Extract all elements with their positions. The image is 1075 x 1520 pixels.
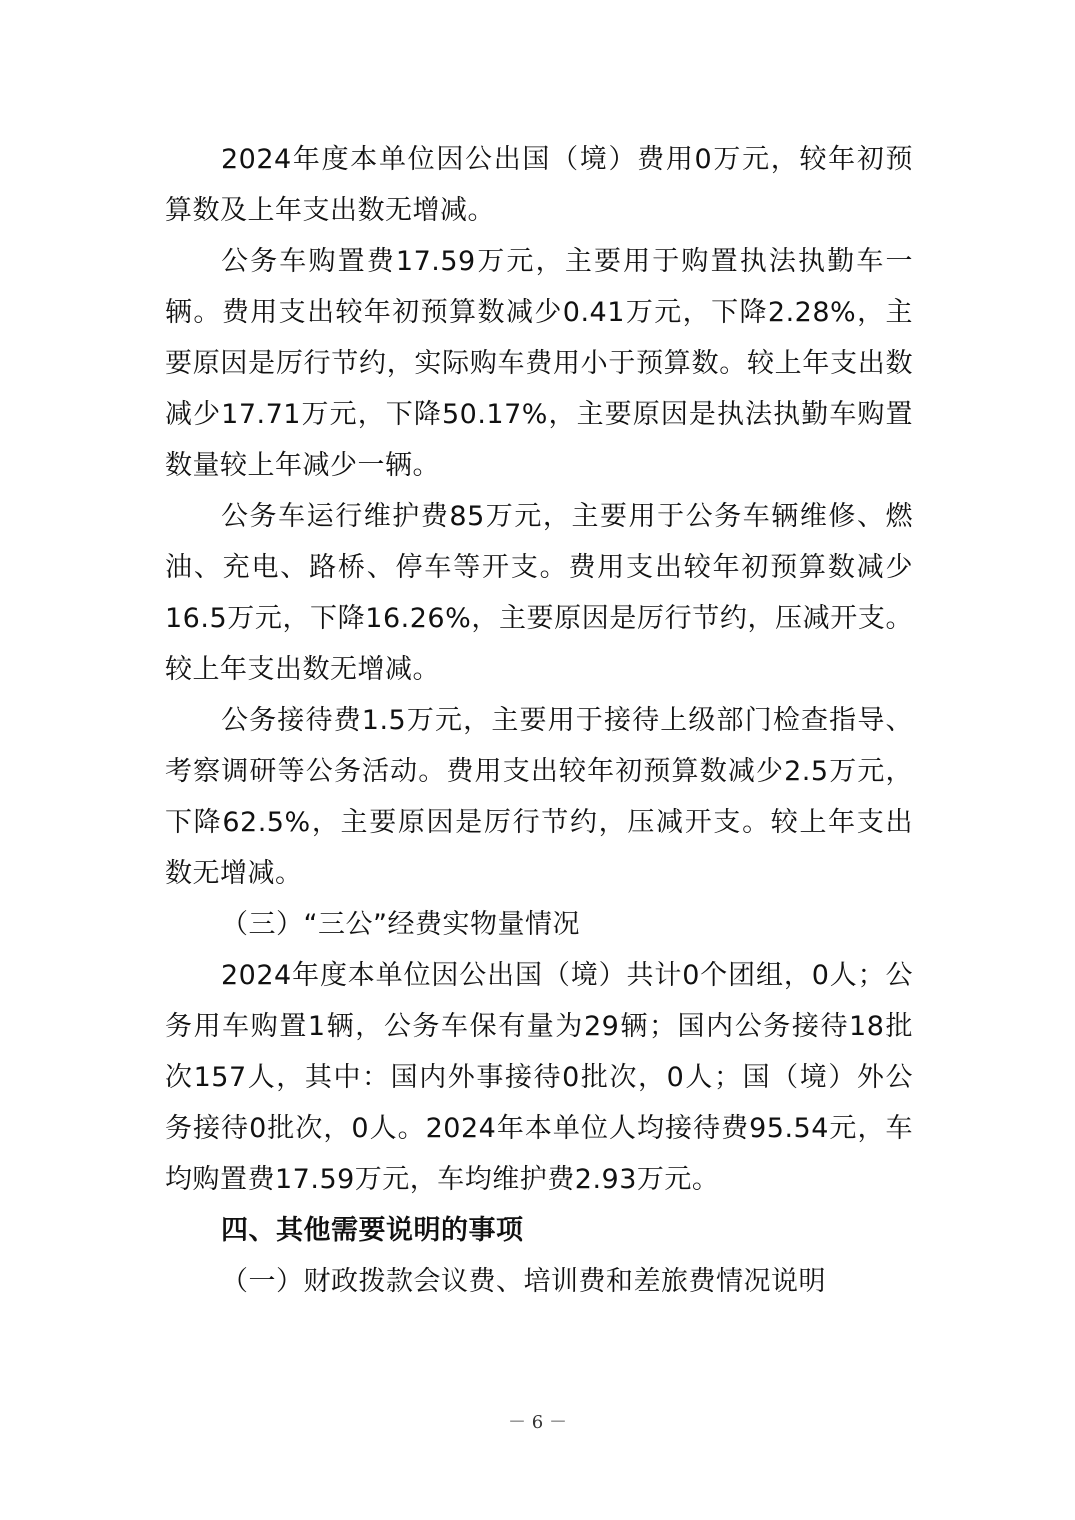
paragraph-vehicle-purchase: 公务车购置费17.59万元，主要用于购置执法执勤车一辆。费用支出较年初预算数减少0.41万元，下降2.28%，主要原因是厉行节约，实际购车费用小于预算数。较上年支出数减少17.71万元，下降50.17%，主要原因是执法执勤车购置数量较上年减少一辆。	[165, 246, 913, 481]
paragraph-reception-expense: 公务接待费1.5万元，主要用于接待上级部门检查指导、考察调研等公务活动。费用支出较年初预算数减少2.5万元，下降62.5%，主要原因是厉行节约，压减开支。较上年支出数无增减。	[165, 705, 913, 889]
paragraph-physical-quantity: 2024年度本单位因公出国（境）共计0个团组，0人；公务用车购置1辆，公务车保有量为29辆；国内公务接待18批次157人，其中：国内外事接待0批次，0人；国（境）外公务接待0批次，0人。2024年本单位人均接待费95.54元，车均购置费17.59万元，车均维护费2.93万元。	[165, 960, 913, 1195]
page-number: － 6 －	[508, 1412, 567, 1433]
section-heading-physical-quantity: （三）“三公”经费实物量情况	[221, 909, 580, 940]
document-body	[165, 134, 913, 1307]
subsection-heading-meeting-training-travel: （一）财政拨款会议费、培训费和差旅费情况说明	[221, 1266, 826, 1297]
paragraph-overseas-expense: 2024年度本单位因公出国（境）费用0万元，较年初预算数及上年支出数无增减。	[165, 144, 913, 226]
paragraph-vehicle-maintenance: 公务车运行维护费85万元，主要用于公务车辆维修、燃油、充电、路桥、停车等开支。费用支出较年初预算数减少16.5万元，下降16.26%，主要原因是厉行节约，压减开支。较上年支出数无增减。	[165, 501, 913, 685]
section-heading-other-matters: 四、其他需要说明的事项	[221, 1215, 524, 1246]
